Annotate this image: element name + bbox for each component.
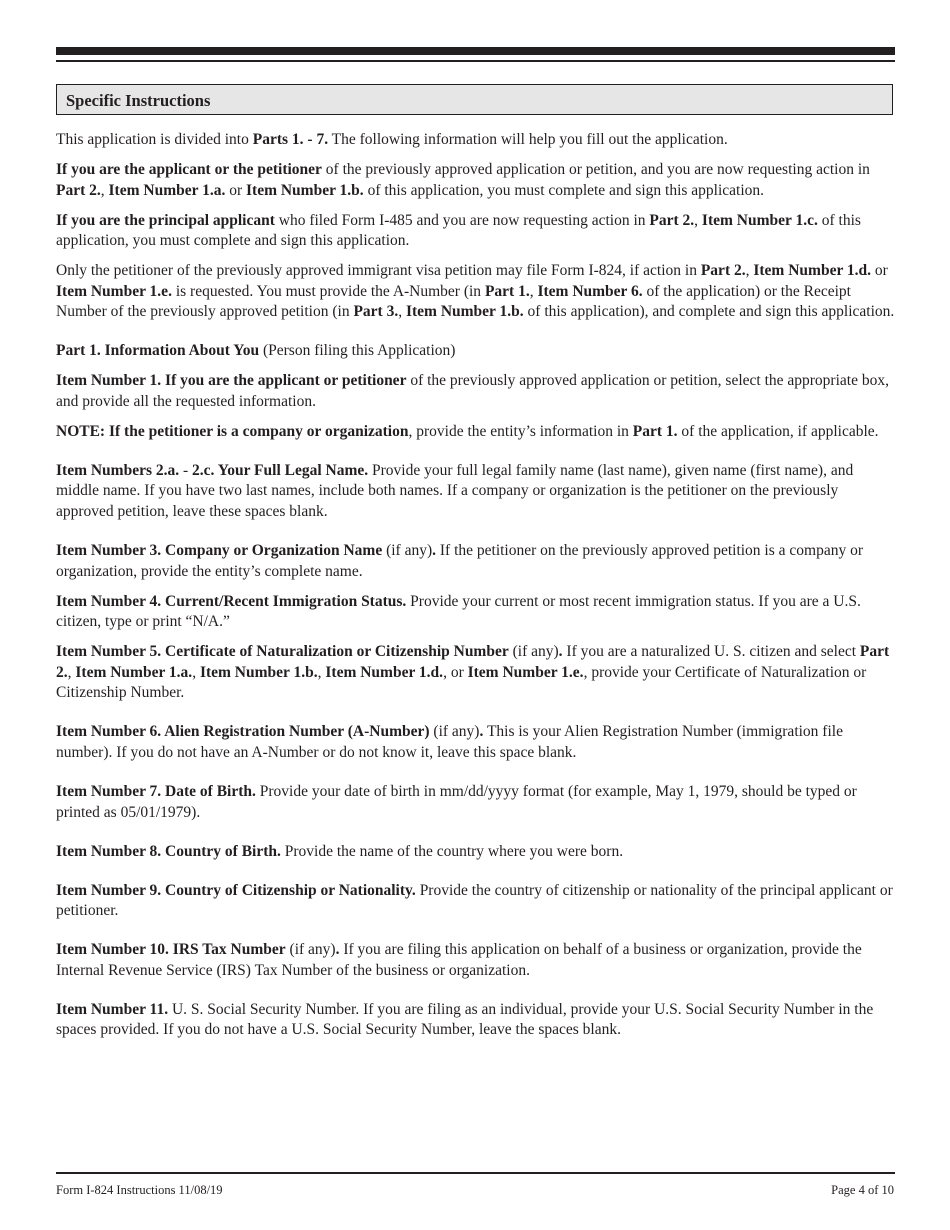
part1-heading: Part 1. Information About You (Person filing this Application) bbox=[56, 342, 456, 360]
instructions-body bbox=[56, 130, 896, 1041]
header-thin-rule bbox=[56, 60, 895, 62]
item-11: Item Number 11. U. S. Social Security Number. If you are filing as an individual, provide your U.S. Social Security Number in the spaces provided. If you do not have a U.S. Social Security Number, leave the spaces blank. bbox=[56, 1000, 874, 1039]
footer-form-name: Form I-824 Instructions 11/08/19 bbox=[56, 1183, 223, 1197]
item-9: Item Number 9. Country of Citizenship or Nationality. Provide the country of citizenship or nationality of the principal applicant or petitioner. bbox=[56, 881, 893, 920]
item-8: Item Number 8. Country of Birth. Provide the name of the country where you were born. bbox=[56, 842, 624, 860]
header-thick-rule bbox=[56, 47, 895, 55]
footer-page-number: Page 4 of 10 bbox=[831, 1183, 894, 1197]
item-5: Item Number 5. Certificate of Naturalization or Citizenship Number (if any). If you are a naturalized U. S. citizen and select Part 2., Item Number 1.a., Item Number 1.b., Item Number 1.d., or Item Number 1.e., provide your Certificate of Naturalization or Citizenship Number. bbox=[56, 643, 890, 702]
item-3: Item Number 3. Company or Organization Name (if any). If the petitioner on the previously approved petition is a company or organization, provide the entity’s complete name. bbox=[56, 542, 863, 580]
paragraph-intro: This application is divided into Parts 1. - 7. The following information will help you fill out the application. bbox=[56, 131, 728, 148]
item-2: Item Numbers 2.a. - 2.c. Your Full Legal Name. Provide your full legal family name (last name), given name (first name), and middle name. If you have two last names, include both names. If a company or organization is the petitioner on the previously approved petition, leave these spaces blank. bbox=[56, 461, 854, 521]
footer-rule bbox=[56, 1172, 895, 1174]
item-7: Item Number 7. Date of Birth. Provide your date of birth in mm/dd/yyyy format (for example, May 1, 1979, should be typed or printed as 05/01/1979). bbox=[56, 782, 857, 821]
item-4: Item Number 4. Current/Recent Immigration Status. Provide your current or most recent immigration status. If you are a U.S. citizen, type or print “N/A.” bbox=[56, 592, 861, 631]
item-6: Item Number 6. Alien Registration Number (A-Number) (if any). This is your Alien Registration Number (immigration file number). If you do not have an A-Number or do not know it, leave this space blank. bbox=[56, 723, 843, 761]
section-title: Specific Instructions bbox=[66, 91, 211, 110]
paragraph-petitioner: Only the petitioner of the previously approved immigrant visa petition may file Form I-824, if action in Part 2., Item Number 1.d. or Item Number 1.e. is requested. You must provide the A-Number (in Part 1., Item Number 6. of the application) or the Receipt Number of the previously approved petition (in Part 3., Item Number 1.b. of this application), and complete and sign this application. bbox=[56, 262, 895, 321]
note: NOTE: If the petitioner is a company or organization, provide the entity’s information in Part 1. of the application, if applicable. bbox=[56, 422, 879, 440]
paragraph-applicant: If you are the applicant or the petitioner of the previously approved application or petition, and you are now requesting action in Part 2., Item Number 1.a. or Item Number 1.b. of this application, you must complete and sign this application. bbox=[56, 160, 870, 199]
item-10: Item Number 10. IRS Tax Number (if any). If you are filing this application on behalf of a business or organization, provide the Internal Revenue Service (IRS) Tax Number of the business or organization. bbox=[56, 941, 862, 979]
section-header bbox=[56, 84, 893, 115]
item-1: Item Number 1. If you are the applicant or petitioner of the previously approved application or petition, select the appropriate box, and provide all the requested information. bbox=[56, 372, 889, 410]
paragraph-principal: If you are the principal applicant who filed Form I-485 and you are now requesting action in Part 2., Item Number 1.c. of this application, you must complete and sign this application. bbox=[56, 211, 861, 250]
